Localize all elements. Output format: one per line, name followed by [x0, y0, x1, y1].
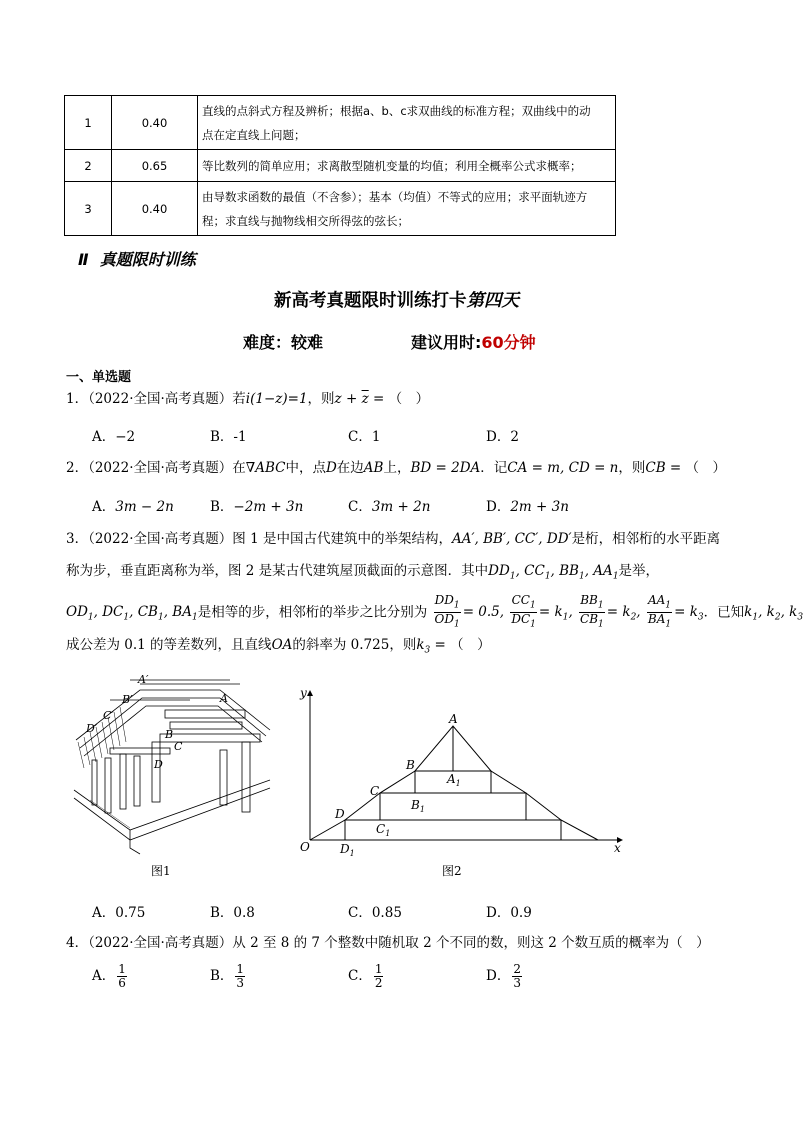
question-4: 4．（2022·全国·高考真题）从 2 至 8 的 7 个整数中随机取 2 个不同的数，则这 2 个数互质的概率为（ ） — [66, 935, 710, 951]
q2-side: AB — [363, 460, 384, 476]
figure-1-roof-structure — [70, 670, 270, 855]
topic-text: 等比数列的简单应用；求离散型随机变量的均值；利用全概率公式求概率； — [198, 150, 616, 182]
question-2 — [66, 458, 726, 478]
q1-equation: i(1−z)=1 — [245, 391, 308, 407]
difficulty-label: 难度：较难 — [243, 333, 324, 352]
figure-2-cross-section — [292, 683, 632, 858]
table-row — [65, 182, 616, 236]
svg-text:B: B — [406, 758, 415, 772]
q4-option-c[interactable]: C． $\frac{1}{2}$ — [348, 962, 383, 990]
q2-text: 中，点 — [285, 460, 326, 476]
score-rate: 0.65 — [112, 150, 198, 182]
q2-text: 上， — [383, 460, 411, 476]
svg-text:C: C — [174, 740, 183, 753]
title-day: 第四天 — [466, 291, 519, 311]
q2-text: 在边 — [336, 460, 364, 476]
q2-vectors: CA = m, CD = n — [507, 460, 619, 476]
score-rate: 0.40 — [112, 96, 198, 150]
q1-blank: = （ ） — [368, 391, 430, 407]
q1-option-c[interactable]: C．1 — [348, 429, 381, 445]
q1-stem: 1．（2022·全国·高考真题）若 — [66, 391, 246, 407]
q1-option-a[interactable]: A．−2 — [92, 429, 136, 445]
q4-option-d[interactable]: D． $\frac{2}{3}$ — [486, 962, 521, 990]
row-number: 3 — [65, 182, 112, 236]
section-heading — [78, 247, 196, 270]
question-3-line-3: $OD_1$, $DC_1$, $CB_1$, $BA_1$是相等的步，相邻桁的举步之比分别为 $\frac{DD_1}{OD_1}$ = 0.5, $\frac{CC_1}{DC_1}$ = $k_1$, $\frac{BB_1}{CB_1}$ = $k_2$, $\frac{AA_1}{BA_1}$ = $k_3$．已知$k_1$, $k_2$, $k_3$ — [66, 593, 803, 630]
q2-option-b[interactable]: B．−2m + 3n — [210, 499, 304, 515]
q2-option-a[interactable]: A．3m − 2n — [92, 499, 174, 515]
svg-text:y: y — [300, 686, 307, 700]
svg-text:B′: B′ — [122, 693, 133, 706]
table-row — [65, 150, 616, 182]
q3-option-c[interactable]: C．0.85 — [348, 905, 402, 921]
svg-text:A1: $A_1$ — [447, 772, 461, 788]
q3-option-b[interactable]: B．0.8 — [210, 905, 255, 921]
section-title: 真题限时训练 — [99, 250, 196, 269]
time-value: 60分钟 — [481, 333, 536, 352]
q1-expr: z + — [334, 391, 362, 407]
knowledge-table — [64, 95, 616, 236]
q4-option-b[interactable]: B． $\frac{1}{3}$ — [210, 962, 245, 990]
q1-option-b[interactable]: B．-1 — [210, 429, 247, 445]
q2-target-vector: CB = — [645, 460, 686, 476]
q2-text: ．记 — [480, 460, 508, 476]
q3-option-a[interactable]: A．0.75 — [92, 905, 146, 921]
question-3-line-4: 成公差为 0.1 的等差数列，且直线OA的斜率为 0.725，则$k_3$ = （ ） — [66, 637, 491, 656]
q2-option-c[interactable]: C．3m + 2n — [348, 499, 431, 515]
svg-text:O: O — [300, 840, 310, 854]
q1-option-d[interactable]: D．2 — [486, 429, 519, 445]
time-caption: 建议用时: — [411, 333, 482, 352]
score-rate: 0.40 — [112, 182, 198, 236]
q2-point: D — [325, 460, 337, 476]
q2-blank: （ ） — [685, 460, 727, 476]
row-number: 1 — [65, 96, 112, 150]
table-row — [65, 96, 616, 150]
svg-text:C′: C′ — [103, 709, 114, 722]
svg-text:D1: $D_1$ — [340, 842, 355, 858]
row-number: 2 — [65, 150, 112, 182]
svg-text:x: x — [614, 841, 621, 855]
figure-2-caption: 图2 — [442, 864, 462, 878]
svg-text:B: B — [165, 728, 174, 741]
q1-conjugate: $\overline{z}$ — [361, 391, 369, 407]
svg-text:C: C — [370, 784, 380, 798]
q1-stem-mid: ，则 — [307, 391, 335, 407]
svg-text:D: D — [154, 758, 163, 771]
question-3-line-1: 3．（2022·全国·高考真题）图 1 是中国古代建筑中的举架结构，AA′, BB′, CC′, DD′是桁，相邻桁的水平距离 — [66, 531, 721, 547]
svg-text:D: D — [335, 807, 345, 821]
topic-text: 直线的点斜式方程及辨析；根据a、b、c求双曲线的标准方程；双曲线中的动 点在定直线上问题； — [198, 96, 616, 150]
part-heading: 一、单选题 — [66, 370, 132, 385]
q2-option-d[interactable]: D．2m + 3n — [486, 499, 569, 515]
q3-option-d[interactable]: D．0.9 — [486, 905, 532, 921]
q2-stem: 2．（2022·全国·高考真题）在 — [66, 460, 246, 476]
question-3-line-2: 称为步，垂直距离称为举，图 2 是某古代建筑屋顶截面的示意图．其中$DD_1$, $CC_1$, $BB_1$, $AA_1$是举， — [66, 563, 660, 582]
section-number: Ⅱ — [78, 250, 89, 269]
page-title — [0, 287, 793, 312]
svg-text:A: A — [449, 712, 458, 726]
question-1 — [66, 389, 429, 409]
q2-equation: BD = 2DA — [410, 460, 481, 476]
time-label — [411, 330, 536, 353]
q2-triangle: ∇ABC — [245, 460, 286, 476]
svg-text:C1: $C_1$ — [376, 822, 391, 838]
title-main: 新高考真题限时训练打卡 — [274, 291, 467, 311]
topic-text: 由导数求函数的最值（不含参）；基本（均值）不等式的应用；求平面轨迹方 程；求直线与抛物线相交所得弦的弦长； — [198, 182, 616, 236]
q2-text: ，则 — [618, 460, 646, 476]
figure-1-caption: 图1 — [151, 864, 171, 878]
svg-text:D′: D′ — [86, 722, 98, 735]
svg-text:B1: $B_1$ — [411, 798, 425, 814]
svg-text:A′: A′ — [138, 673, 149, 686]
q4-option-a[interactable]: A． $\frac{1}{6}$ — [92, 962, 126, 990]
svg-text:A: A — [220, 692, 228, 705]
